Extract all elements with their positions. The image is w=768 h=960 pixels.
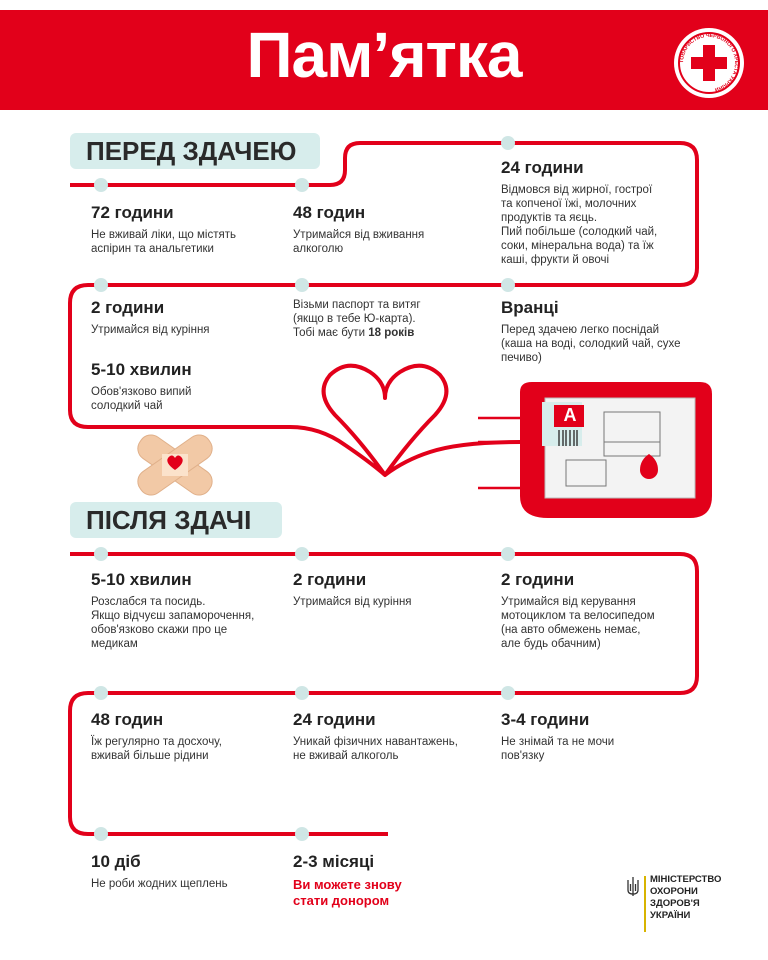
timeline-node — [501, 547, 515, 561]
step-text: Обов'язково випий солодкий чай — [91, 386, 192, 412]
step-after-24h — [293, 710, 458, 763]
step-text-donor-again: Ви можете знову стати донором — [293, 877, 402, 908]
ministry-divider — [644, 876, 646, 932]
age-highlight: 18 років — [368, 327, 415, 339]
timeline-node — [295, 827, 309, 841]
step-before-72h — [91, 203, 236, 256]
timeline-node — [94, 278, 108, 292]
section-heading-before: ПЕРЕД ЗДАЧЕЮ — [70, 133, 320, 169]
step-title: 72 години — [91, 203, 174, 222]
step-after-2h-smoking — [293, 570, 412, 609]
step-text: Відмовся від жирної, гострої та копченої їжі, молочних продуктів та яєць. Пий побільше (солодкий чай, соки, мінеральна вода) та їж каші, фрукти й овочі — [501, 184, 658, 266]
timeline-node — [295, 686, 309, 700]
timeline-node — [94, 686, 108, 700]
step-title: 5-10 хвилин — [91, 360, 192, 379]
step-title: 3-4 години — [501, 710, 590, 729]
timeline-node — [94, 547, 108, 561]
step-before-24h — [501, 158, 657, 267]
step-after-5-10min — [91, 570, 254, 651]
timeline-node — [94, 178, 108, 192]
step-after-10-days — [91, 852, 228, 891]
step-text: Не знімай та не мочи пов'язку — [501, 736, 615, 762]
step-text: Уникай фізичних навантажень, не вживай алкоголь — [293, 736, 458, 762]
step-text: Перед здачею легко поснідай (каша на воді, солодкий чай, сухе печиво) — [501, 324, 681, 364]
step-after-3-4h — [501, 710, 614, 763]
page-title: Пам’ятка — [246, 19, 522, 91]
step-title: 2 години — [293, 570, 367, 589]
ministry-name: МІНІСТЕРСТВО ОХОРОНИ ЗДОРОВ'Я УКРАЇНИ — [650, 874, 722, 921]
step-text: Утримайся від вживання алкоголю — [293, 229, 425, 255]
step-title: 2 години — [91, 298, 165, 317]
step-title: 5-10 хвилин — [91, 570, 192, 589]
step-title: 48 годин — [91, 710, 164, 729]
step-before-documents — [293, 298, 421, 340]
step-after-48h — [91, 710, 222, 763]
step-text: Не вживай ліки, що містять аспірин та анальгетики — [91, 229, 236, 255]
heart-tube — [290, 366, 520, 475]
timeline-node — [501, 686, 515, 700]
timeline-node — [295, 547, 309, 561]
blood-bag-icon — [520, 382, 712, 518]
step-title: 24 години — [501, 158, 584, 177]
step-title: 2 години — [501, 570, 575, 589]
step-title: 10 діб — [91, 852, 141, 871]
timeline-node — [295, 178, 309, 192]
step-text: Утримайся від куріння — [293, 596, 412, 608]
step-text: Утримайся від куріння — [91, 324, 210, 336]
timeline-node — [94, 827, 108, 841]
timeline-node — [501, 278, 515, 292]
step-after-2-3-months — [293, 852, 402, 909]
step-before-morning — [501, 298, 681, 365]
step-title: Вранці — [501, 298, 559, 317]
step-title: 2-3 місяці — [293, 852, 375, 871]
step-text: Розслабся та посидь. Якщо відчуєш запаморочення, обов'язково скажи про це медикам — [91, 596, 255, 650]
blood-type-label: A — [563, 405, 577, 425]
step-text: Візьми паспорт та витяг (якщо в тебе Ю-карта). — [293, 299, 421, 325]
step-before-5-10min — [91, 360, 192, 413]
step-title: 48 годин — [293, 203, 366, 222]
step-after-2h-driving — [501, 570, 655, 651]
step-text-age: Тобі має бути 18 років — [293, 327, 415, 339]
step-title: 24 години — [293, 710, 376, 729]
ministry-logo — [626, 874, 722, 934]
step-text: Не роби жодних щеплень — [91, 878, 228, 890]
timeline-node — [295, 278, 309, 292]
section-heading-after: ПІСЛЯ ЗДАЧІ — [70, 502, 282, 538]
bandage-icon — [133, 430, 217, 499]
step-before-48h — [293, 203, 424, 256]
step-before-2h — [91, 298, 210, 337]
svg-text:ТОВАРИСТВО ЧЕРВОНОГО ХРЕСТА УК: ТОВАРИСТВО ЧЕРВОНОГО ХРЕСТА УКРАЇНИ — [678, 32, 740, 93]
trident-icon — [626, 876, 640, 898]
step-text: Утримайся від керування мотоциклом та велосипедом (на авто обмежень немає, але будь обачним) — [501, 596, 655, 650]
step-text: Їж регулярно та досхочу, вживай більше рідини — [91, 736, 222, 762]
timeline-node — [501, 136, 515, 150]
